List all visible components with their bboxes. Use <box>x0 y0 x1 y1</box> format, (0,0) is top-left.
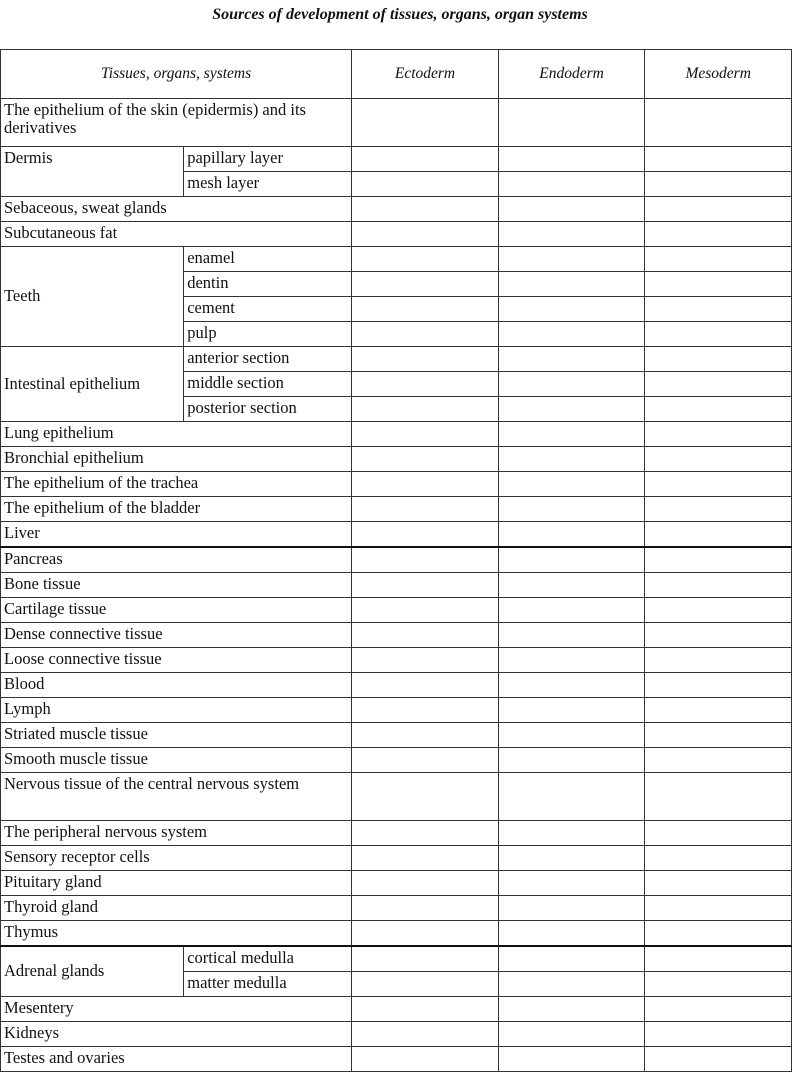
ectoderm-cell[interactable] <box>352 748 499 773</box>
endoderm-cell[interactable] <box>498 623 645 648</box>
ectoderm-cell[interactable] <box>352 598 499 623</box>
table-row <box>1 623 792 648</box>
ectoderm-cell[interactable] <box>352 648 499 673</box>
table-row <box>1 222 792 247</box>
table-row <box>1 673 792 698</box>
table-row <box>1 723 792 748</box>
row-label: Dense connective tissue <box>1 623 352 648</box>
table-row <box>1 197 792 222</box>
mesoderm-cell[interactable] <box>645 547 792 573</box>
mesoderm-cell[interactable] <box>645 598 792 623</box>
page-title: Sources of development of tissues, organs, organ systems <box>212 6 588 23</box>
mesoderm-cell[interactable] <box>645 372 792 397</box>
mesoderm-cell[interactable] <box>645 723 792 748</box>
row-sublabel: enamel <box>184 247 352 272</box>
endoderm-cell[interactable] <box>498 946 645 972</box>
table-row <box>1 846 792 871</box>
ectoderm-cell[interactable] <box>352 972 499 997</box>
table-row <box>1 547 792 573</box>
endoderm-cell[interactable] <box>498 472 645 497</box>
mesoderm-cell[interactable] <box>645 997 792 1022</box>
ectoderm-cell[interactable] <box>352 172 499 197</box>
ectoderm-cell[interactable] <box>352 921 499 947</box>
ectoderm-cell[interactable] <box>352 723 499 748</box>
row-sublabel: mesh layer <box>184 172 352 197</box>
development-sources-table <box>0 49 792 1072</box>
table-row <box>1 447 792 472</box>
row-label: Bronchial epithelium <box>1 447 352 472</box>
ectoderm-cell[interactable] <box>352 447 499 472</box>
mesoderm-cell[interactable] <box>645 1022 792 1047</box>
mesoderm-cell[interactable] <box>645 896 792 921</box>
table-row <box>1 472 792 497</box>
ectoderm-cell[interactable] <box>352 147 499 172</box>
row-label: Testes and ovaries <box>1 1047 352 1072</box>
row-label: Cartilage tissue <box>1 598 352 623</box>
ectoderm-cell[interactable] <box>352 896 499 921</box>
endoderm-cell[interactable] <box>498 372 645 397</box>
endoderm-cell[interactable] <box>498 1022 645 1047</box>
endoderm-cell[interactable] <box>498 896 645 921</box>
ectoderm-cell[interactable] <box>352 247 499 272</box>
endoderm-cell[interactable] <box>498 723 645 748</box>
endoderm-cell[interactable] <box>498 397 645 422</box>
mesoderm-cell[interactable] <box>645 698 792 723</box>
ectoderm-cell[interactable] <box>352 997 499 1022</box>
row-label: Blood <box>1 673 352 698</box>
endoderm-cell[interactable] <box>498 172 645 197</box>
table-row <box>1 247 792 272</box>
mesoderm-cell[interactable] <box>645 397 792 422</box>
mesoderm-cell[interactable] <box>645 247 792 272</box>
table-row <box>1 648 792 673</box>
mesoderm-cell[interactable] <box>645 99 792 147</box>
endoderm-cell[interactable] <box>498 997 645 1022</box>
endoderm-cell[interactable] <box>498 972 645 997</box>
row-label: Teeth <box>1 247 184 347</box>
mesoderm-cell[interactable] <box>645 972 792 997</box>
header-mesoderm: Mesoderm <box>645 50 792 99</box>
row-sublabel: anterior section <box>184 347 352 372</box>
ectoderm-cell[interactable] <box>352 1022 499 1047</box>
mesoderm-cell[interactable] <box>645 946 792 972</box>
header-endoderm: Endoderm <box>498 50 645 99</box>
ectoderm-cell[interactable] <box>352 821 499 846</box>
mesoderm-cell[interactable] <box>645 422 792 447</box>
endoderm-cell[interactable] <box>498 648 645 673</box>
table-row <box>1 497 792 522</box>
endoderm-cell[interactable] <box>498 673 645 698</box>
table-row <box>1 896 792 921</box>
table-row <box>1 598 792 623</box>
table-row <box>1 698 792 723</box>
row-label: The epithelium of the skin (epidermis) and its derivatives <box>1 99 352 147</box>
mesoderm-cell[interactable] <box>645 322 792 347</box>
endoderm-cell[interactable] <box>498 422 645 447</box>
endoderm-cell[interactable] <box>498 99 645 147</box>
table-row <box>1 921 792 947</box>
header-tissues: Tissues, organs, systems <box>1 50 352 99</box>
row-sublabel: cortical medulla <box>184 946 352 972</box>
ectoderm-cell[interactable] <box>352 623 499 648</box>
header-row <box>1 50 792 99</box>
endoderm-cell[interactable] <box>498 1047 645 1072</box>
endoderm-cell[interactable] <box>498 347 645 372</box>
ectoderm-cell[interactable] <box>352 871 499 896</box>
row-label: Subcutaneous fat <box>1 222 352 247</box>
row-sublabel: middle section <box>184 372 352 397</box>
row-label: Sensory receptor cells <box>1 846 352 871</box>
endoderm-cell[interactable] <box>498 921 645 947</box>
ectoderm-cell[interactable] <box>352 846 499 871</box>
mesoderm-cell[interactable] <box>645 773 792 821</box>
row-label: Pituitary gland <box>1 871 352 896</box>
mesoderm-cell[interactable] <box>645 871 792 896</box>
endoderm-cell[interactable] <box>498 247 645 272</box>
ectoderm-cell[interactable] <box>352 99 499 147</box>
mesoderm-cell[interactable] <box>645 623 792 648</box>
row-sublabel: cement <box>184 297 352 322</box>
row-label: Sebaceous, sweat glands <box>1 197 352 222</box>
row-label: Mesentery <box>1 997 352 1022</box>
ectoderm-cell[interactable] <box>352 497 499 522</box>
row-label: The peripheral nervous system <box>1 821 352 846</box>
endoderm-cell[interactable] <box>498 871 645 896</box>
row-label: The epithelium of the trachea <box>1 472 352 497</box>
row-label: Adrenal glands <box>1 946 184 997</box>
row-sublabel: dentin <box>184 272 352 297</box>
table-row <box>1 422 792 447</box>
table-row <box>1 946 792 972</box>
mesoderm-cell[interactable] <box>645 748 792 773</box>
endoderm-cell[interactable] <box>498 698 645 723</box>
row-label: Lymph <box>1 698 352 723</box>
mesoderm-cell[interactable] <box>645 472 792 497</box>
row-label: Pancreas <box>1 547 352 573</box>
endoderm-cell[interactable] <box>498 272 645 297</box>
table-row <box>1 347 792 372</box>
endoderm-cell[interactable] <box>498 222 645 247</box>
row-label: Lung epithelium <box>1 422 352 447</box>
mesoderm-cell[interactable] <box>645 821 792 846</box>
table-row <box>1 147 792 172</box>
mesoderm-cell[interactable] <box>645 573 792 598</box>
endoderm-cell[interactable] <box>498 748 645 773</box>
ectoderm-cell[interactable] <box>352 1047 499 1072</box>
endoderm-cell[interactable] <box>498 147 645 172</box>
row-sublabel: matter medulla <box>184 972 352 997</box>
table-row <box>1 1022 792 1047</box>
ectoderm-cell[interactable] <box>352 272 499 297</box>
row-label: Bone tissue <box>1 573 352 598</box>
ectoderm-cell[interactable] <box>352 347 499 372</box>
ectoderm-cell[interactable] <box>352 197 499 222</box>
mesoderm-cell[interactable] <box>645 921 792 947</box>
mesoderm-cell[interactable] <box>645 297 792 322</box>
ectoderm-cell[interactable] <box>352 297 499 322</box>
ectoderm-cell[interactable] <box>352 673 499 698</box>
endoderm-cell[interactable] <box>498 573 645 598</box>
mesoderm-cell[interactable] <box>645 147 792 172</box>
ectoderm-cell[interactable] <box>352 422 499 447</box>
row-sublabel: pulp <box>184 322 352 347</box>
endoderm-cell[interactable] <box>498 522 645 548</box>
row-sublabel: papillary layer <box>184 147 352 172</box>
table-row <box>1 748 792 773</box>
row-label: Dermis <box>1 147 184 197</box>
row-label: Striated muscle tissue <box>1 723 352 748</box>
ectoderm-cell[interactable] <box>352 322 499 347</box>
mesoderm-cell[interactable] <box>645 1047 792 1072</box>
ectoderm-cell[interactable] <box>352 522 499 548</box>
row-label: Thymus <box>1 921 352 947</box>
endoderm-cell[interactable] <box>498 297 645 322</box>
endoderm-cell[interactable] <box>498 322 645 347</box>
mesoderm-cell[interactable] <box>645 648 792 673</box>
mesoderm-cell[interactable] <box>645 673 792 698</box>
ectoderm-cell[interactable] <box>352 547 499 573</box>
ectoderm-cell[interactable] <box>352 397 499 422</box>
endoderm-cell[interactable] <box>498 197 645 222</box>
row-label: Kidneys <box>1 1022 352 1047</box>
row-label: Liver <box>1 522 352 548</box>
mesoderm-cell[interactable] <box>645 222 792 247</box>
row-label: Smooth muscle tissue <box>1 748 352 773</box>
ectoderm-cell[interactable] <box>352 222 499 247</box>
ectoderm-cell[interactable] <box>352 698 499 723</box>
row-sublabel: posterior section <box>184 397 352 422</box>
row-label: Intestinal epithelium <box>1 347 184 422</box>
endoderm-cell[interactable] <box>498 846 645 871</box>
endoderm-cell[interactable] <box>498 497 645 522</box>
header-ectoderm: Ectoderm <box>352 50 499 99</box>
endoderm-cell[interactable] <box>498 598 645 623</box>
row-label: The epithelium of the bladder <box>1 497 352 522</box>
row-label: Thyroid gland <box>1 896 352 921</box>
table-row <box>1 997 792 1022</box>
row-label: Nervous tissue of the central nervous system <box>1 773 352 821</box>
mesoderm-cell[interactable] <box>645 497 792 522</box>
endoderm-cell[interactable] <box>498 821 645 846</box>
table-row <box>1 773 792 821</box>
mesoderm-cell[interactable] <box>645 846 792 871</box>
table-row <box>1 821 792 846</box>
mesoderm-cell[interactable] <box>645 447 792 472</box>
mesoderm-cell[interactable] <box>645 522 792 548</box>
table-row <box>1 522 792 548</box>
mesoderm-cell[interactable] <box>645 272 792 297</box>
ectoderm-cell[interactable] <box>352 773 499 821</box>
ectoderm-cell[interactable] <box>352 472 499 497</box>
ectoderm-cell[interactable] <box>352 946 499 972</box>
table-row <box>1 99 792 147</box>
table-row <box>1 871 792 896</box>
mesoderm-cell[interactable] <box>645 347 792 372</box>
mesoderm-cell[interactable] <box>645 197 792 222</box>
ectoderm-cell[interactable] <box>352 372 499 397</box>
endoderm-cell[interactable] <box>498 773 645 821</box>
table-row <box>1 573 792 598</box>
table-row <box>1 1047 792 1072</box>
endoderm-cell[interactable] <box>498 547 645 573</box>
endoderm-cell[interactable] <box>498 447 645 472</box>
ectoderm-cell[interactable] <box>352 573 499 598</box>
row-label: Loose connective tissue <box>1 648 352 673</box>
mesoderm-cell[interactable] <box>645 172 792 197</box>
